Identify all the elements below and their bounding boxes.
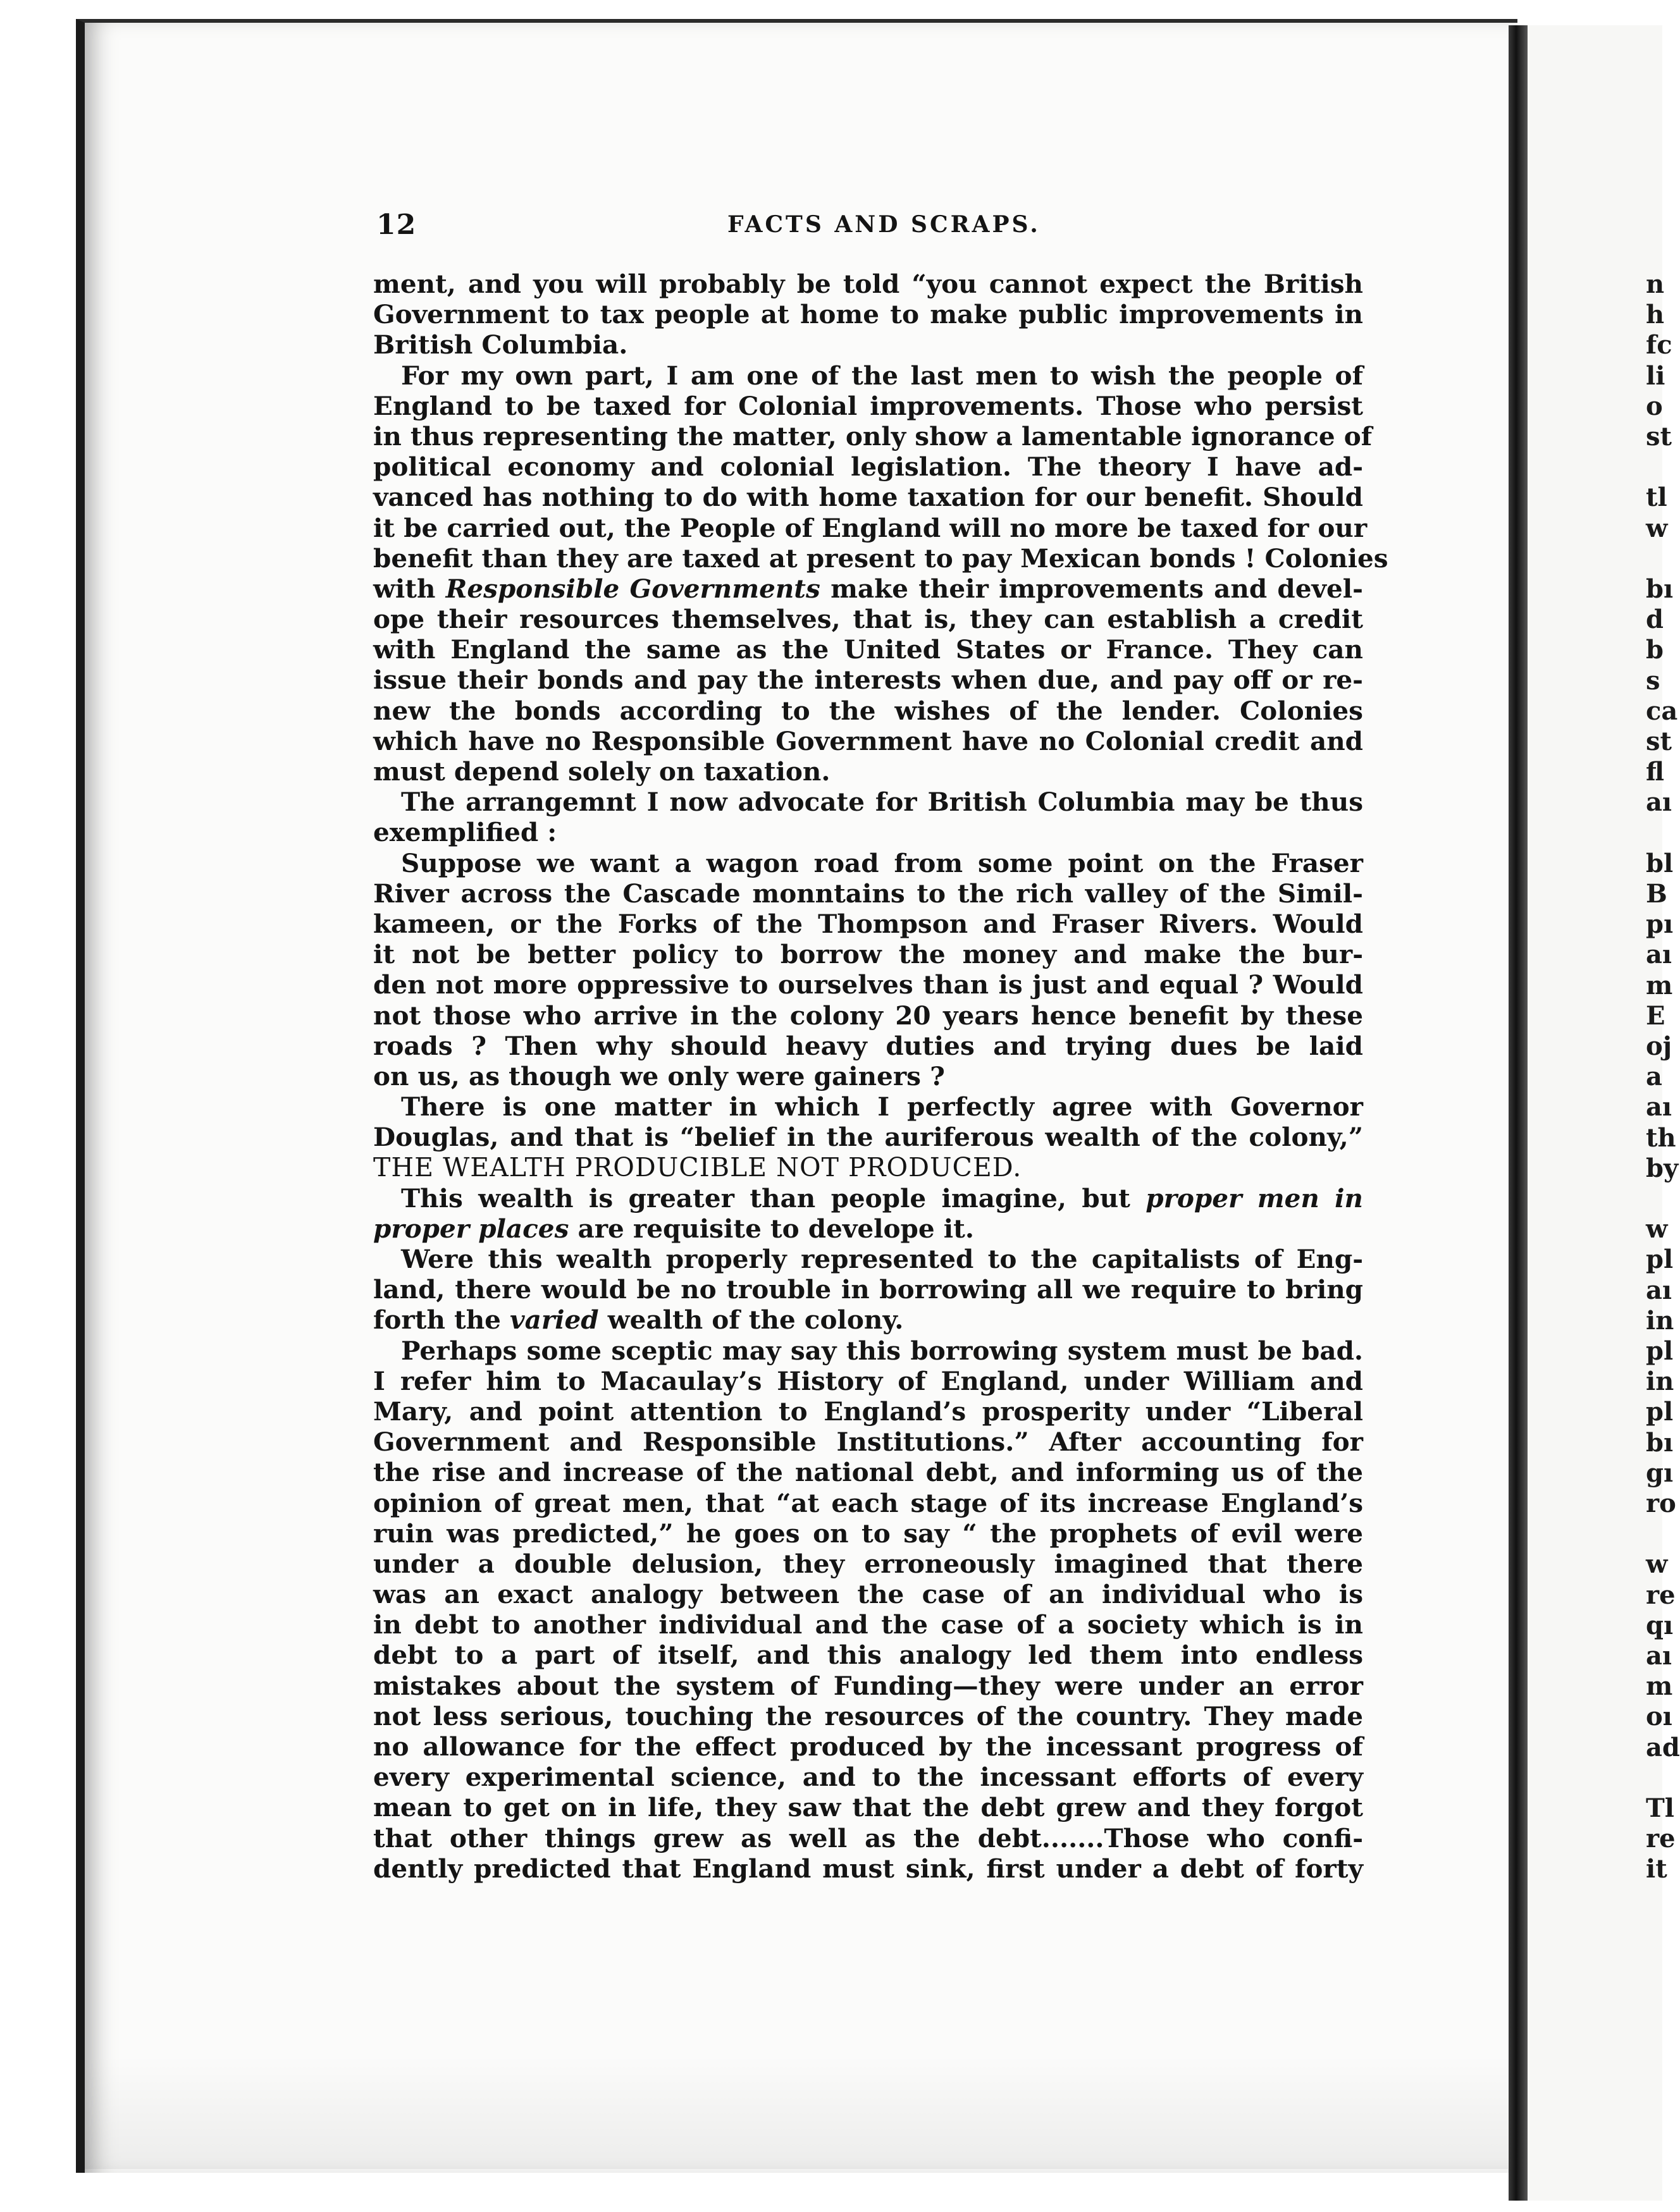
facing-page-fragment: m	[1646, 970, 1673, 1000]
text-line: den not more oppressive to ourselves than is just and equal ? Would	[373, 969, 1363, 1000]
page-number: 12	[376, 209, 417, 241]
text-line	[373, 1214, 1363, 1244]
text-run: with	[373, 573, 446, 604]
text-line: land, there would be no trouble in borrowing all we require to bring	[373, 1274, 1363, 1305]
facing-page-fragment: s	[1646, 665, 1660, 696]
text-run: are requisite to develope it.	[569, 1213, 974, 1244]
facing-page-fragment: re	[1646, 1824, 1676, 1854]
text-line: Suppose we want a wagon road from some point on the Fraser	[401, 847, 1363, 878]
facing-page-fragment: qı	[1646, 1610, 1674, 1640]
facing-page-fragment: a	[1646, 1062, 1662, 1092]
facing-page-fragment: bl	[1646, 848, 1674, 878]
text-line: was an exact analogy between the case of an individual who is	[373, 1579, 1363, 1610]
facing-page-fragment: aı	[1646, 940, 1672, 970]
facing-page-fragment: pl	[1646, 1244, 1674, 1275]
text-line: Douglas, and that is “belief in the auriferous wealth of the colony,”	[373, 1122, 1363, 1153]
text-line: it be carried out, the People of England will no more be taxed for our	[373, 512, 1368, 543]
facing-page-fragment: oj	[1646, 1031, 1672, 1061]
italic-text: Responsible Governments	[445, 573, 820, 604]
text-line: mean to get on in life, they saw that the debt grew and they forgot	[373, 1792, 1363, 1823]
facing-page-fragment: pl	[1646, 1397, 1674, 1427]
facing-page-fragment: st	[1646, 727, 1672, 756]
facing-page-fragment: Tl	[1646, 1793, 1674, 1823]
facing-page-fragment: w	[1646, 1214, 1668, 1244]
text-line: no allowance for the effect produced by the incessant progress of	[373, 1731, 1363, 1762]
text-line	[373, 1183, 1363, 1214]
text-line: vanced has nothing to do with home taxation for our benefit. Should	[373, 482, 1363, 513]
text-line: ment, and you will probably be told “you cannot expect the British	[373, 269, 1363, 299]
facing-page-fragment: b	[1646, 635, 1664, 665]
page-header	[376, 209, 1376, 247]
text-line: River across the Cascade monntains to the rich valley of the Simil-	[373, 878, 1363, 909]
text-line: The arrangemnt I now advocate for British Columbia may be thus	[401, 787, 1363, 818]
facing-page-fragment: bı	[1646, 574, 1674, 604]
text-line: Mary, and point attention to England’s prosperity under “Liberal	[373, 1396, 1363, 1427]
text-run: forth the	[373, 1305, 510, 1336]
text-line: with England the same as the United States or France. They can	[373, 634, 1363, 665]
facing-page-fragment: ro	[1646, 1489, 1676, 1518]
text-line: There is one matter in which I perfectly agree with Governor	[401, 1091, 1363, 1122]
facing-page-fragment: aı	[1646, 1275, 1672, 1305]
text-line: in debt to another individual and the case of a society which is in	[373, 1609, 1363, 1640]
text-line: under a double delusion, they erroneously imagined that there	[373, 1548, 1363, 1579]
text-line: For my own part, I am one of the last men to wish the people of	[401, 360, 1363, 391]
text-line: ope their resources themselves, that is, they can establish a credit	[373, 604, 1363, 635]
text-line: kameen, or the Forks of the Thompson and Fraser Rivers. Would	[373, 908, 1363, 939]
text-line: opinion of great men, that “at each stage of its increase England’s	[373, 1487, 1363, 1518]
scan-left-edge	[0, 0, 44, 2212]
facing-page-fragment: h	[1646, 300, 1665, 330]
text-line	[373, 574, 1363, 604]
text-line: Government and Responsible Institutions.” After accounting for	[373, 1427, 1363, 1458]
text-line: England to be taxed for Colonial improvements. Those who persist	[373, 390, 1363, 421]
facing-page-fragment: n	[1646, 269, 1665, 299]
facing-page-fragment: m	[1646, 1671, 1673, 1702]
text-line: new the bonds according to the wishes of the lender. Colonies	[373, 695, 1363, 726]
facing-page-fragment: in	[1646, 1305, 1674, 1336]
facing-page-fragment: by	[1646, 1153, 1679, 1183]
facing-page-fragment: fl	[1646, 757, 1665, 787]
facing-page-fragment: fc	[1646, 330, 1672, 360]
facing-page-fragment: w	[1646, 1549, 1668, 1580]
facing-page-fragment: li	[1646, 360, 1665, 391]
facing-page-fragment: w	[1646, 513, 1668, 543]
text-line: exemplified :	[373, 817, 557, 848]
facing-page-fragment: oı	[1646, 1702, 1672, 1732]
text-line: Were this wealth properly represented to the capitalists of Eng-	[401, 1244, 1363, 1274]
italic-text: varied	[510, 1305, 599, 1336]
text-line: every experimental science, and to the incessant efforts of every	[373, 1762, 1363, 1793]
italic-text: proper men in	[1146, 1183, 1363, 1214]
text-line: the rise and increase of the national debt, and informing us of the	[373, 1457, 1363, 1488]
facing-page-fragment: pı	[1646, 909, 1674, 940]
running-head: FACTS AND SCRAPS.	[727, 211, 1041, 238]
facing-page-fragment: o	[1646, 391, 1663, 421]
text-line: roads ? Then why should heavy duties and trying dues be laid	[373, 1030, 1363, 1061]
facing-page-fragment: ca	[1646, 696, 1678, 726]
facing-page-fragment: it	[1646, 1854, 1667, 1884]
facing-page-fragment: B	[1646, 879, 1667, 909]
italic-text: proper places	[373, 1213, 569, 1244]
text-line: in thus representing the matter, only show a lamentable ignorance of	[373, 421, 1373, 452]
text-line: political economy and colonial legislation. The theory I have ad-	[373, 452, 1363, 482]
text-line	[373, 1305, 1363, 1335]
page-shadow	[85, 2055, 1508, 2169]
text-line: not less serious, touching the resources of the country. They made	[373, 1700, 1363, 1731]
text-line: dently predicted that England must sink, first under a debt of forty	[373, 1853, 1363, 1884]
text-line: I refer him to Macaulay’s History of England, under William and	[373, 1365, 1363, 1396]
facing-page-fragment: d	[1646, 605, 1664, 635]
text-line: ruin was predicted,” he goes on to say “ the prophets of evil were	[373, 1518, 1363, 1549]
text-line: mistakes about the system of Funding—they were under an error	[373, 1670, 1363, 1701]
facing-page-fragment: aı	[1646, 1641, 1672, 1671]
text-line: must depend solely on taxation.	[373, 756, 831, 787]
text-line: which have no Responsible Government have no Colonial credit and	[373, 725, 1363, 756]
text-line: debt to a part of itself, and this analogy led them into endless	[373, 1640, 1363, 1671]
facing-page-fragment: ad	[1646, 1732, 1680, 1762]
facing-page-fragment: st	[1646, 422, 1672, 452]
facing-page-fragment: re	[1646, 1580, 1676, 1610]
facing-page-fragment: E	[1646, 1000, 1665, 1031]
facing-page-fragment: in	[1646, 1367, 1674, 1397]
facing-page-fragment: aı	[1646, 787, 1672, 818]
text-line: THE WEALTH PRODUCIBLE NOT PRODUCED.	[373, 1152, 1022, 1183]
text-line: Government to tax people at home to make public improvements in	[373, 299, 1363, 330]
book-gutter	[1509, 25, 1528, 2201]
text-line: British Columbia.	[373, 329, 628, 360]
text-line: benefit than they are taxed at present to pay Mexican bonds ! Colonies	[373, 543, 1388, 574]
facing-page-fragment: tl	[1646, 482, 1667, 513]
text-line: issue their bonds and pay the interests when due, and pay off or re-	[373, 665, 1363, 696]
text-line: on us, as though we only were gainers ?	[373, 1060, 945, 1091]
text-line: that other things grew as well as the debt.......Those who confi-	[373, 1822, 1363, 1853]
text-line: Perhaps some sceptic may say this borrowing system must be bad.	[401, 1335, 1363, 1366]
facing-page-fragment: th	[1646, 1122, 1676, 1153]
facing-page-fragment: pl	[1646, 1336, 1674, 1366]
facing-page-fragment: gı	[1646, 1458, 1674, 1488]
body-text	[373, 269, 1388, 1884]
text-run: make their improvements and devel-	[820, 573, 1363, 604]
text-line: it not be better policy to borrow the money and make the bur-	[373, 939, 1363, 970]
facing-page-fragment: aı	[1646, 1092, 1672, 1122]
facing-page-fragment: bı	[1646, 1427, 1674, 1458]
text-run: wealth of the colony.	[598, 1305, 904, 1336]
text-run: This wealth is greater than people imagine, but	[401, 1183, 1146, 1214]
text-line: not those who arrive in the colony 20 years hence benefit by these	[373, 1000, 1363, 1031]
